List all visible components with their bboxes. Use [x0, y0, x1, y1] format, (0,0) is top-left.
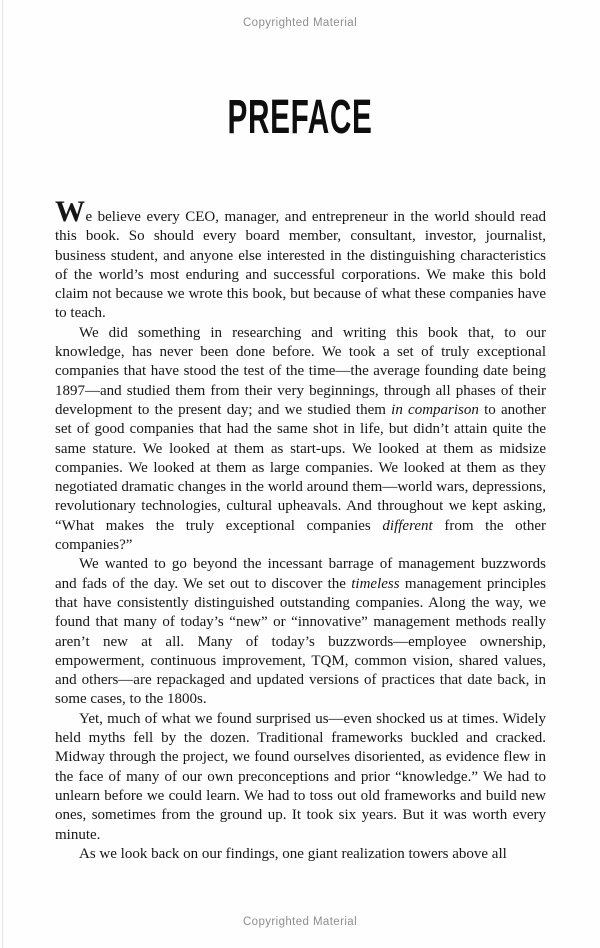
paragraph — [55, 324, 546, 556]
text-run: to another set of good companies that had the same shot in life, but didn’t attain quite the same stature. We looked at them as start-ups. We looked at them as midsize companies. We looked at them as large companies. We looked at them as they negotiated dramatic changes in the world around them—world wars, depressions, revolutionary technologies, cultural upheavals. And throughout we kept asking, “What makes the truly exceptional companies — [55, 401, 546, 534]
copyright-notice-bottom: Copyrighted Material — [242, 916, 358, 928]
paragraph — [55, 710, 546, 845]
italic-text: timeless — [351, 575, 400, 592]
paragraph — [55, 555, 546, 709]
text-run: As we look back on our findings, one giant realization towers above all — [79, 845, 507, 862]
page-edge-line — [2, 0, 3, 948]
copyright-notice-top: Copyrighted Material — [242, 17, 358, 29]
italic-text: different — [382, 517, 433, 534]
text-run: e believe every CEO, manager, and entrepreneur in the world should read this book. So should every board member, consultant, investor, journalist, business student, and anyone else interested in the distinguishing characteristics of the world’s most enduring and successful corporations. We make this bold claim not because we wrote this book, but because of what these companies have to teach. — [55, 209, 546, 322]
paragraph — [55, 845, 546, 864]
drop-cap: W — [55, 195, 86, 228]
italic-text: in comparison — [391, 401, 479, 418]
text-run: from the other companies?” — [55, 517, 546, 554]
paragraph — [55, 195, 546, 324]
page-title: PREFACE — [227, 91, 373, 144]
text-run: management principles that have consistently distinguished outstanding companies. Along the way, we found that many of today’s “new” or “innovative” management methods really aren’t new at all. Many of today’s buzzwords—employee ownership, empowerment, continuous improvement, TQM, common vision, shared values, and others—are repackaged and updated versions of practices that date back, in some cases, to the 1800s. — [55, 575, 546, 708]
text-run: We wanted to go beyond the incessant barrage of management buzzwords and fads of the day. We set out to discover the — [55, 556, 546, 592]
text-run: We did something in researching and writing this book that, to our knowledge, has never been done before. We took a set of truly exceptional companies that have stood the test of the time—the average founding date being 1897—and studied them from their very beginnings, through all phases of their development to the present day; and we studied them — [55, 324, 546, 418]
body-text — [55, 195, 546, 864]
text-run: Yet, much of what we found surprised us—even shocked us at times. Widely held myths fell by the dozen. Traditional frameworks buckled and cracked. Midway through the project, we found ourselves disoriented, as evidence flew in the face of many of our own preconceptions and prior “knowledge.” We had to unlearn before we could learn. We had to toss out old frameworks and build new ones, sometimes from the ground up. It took six years. But it was worth every minute. — [55, 710, 546, 843]
